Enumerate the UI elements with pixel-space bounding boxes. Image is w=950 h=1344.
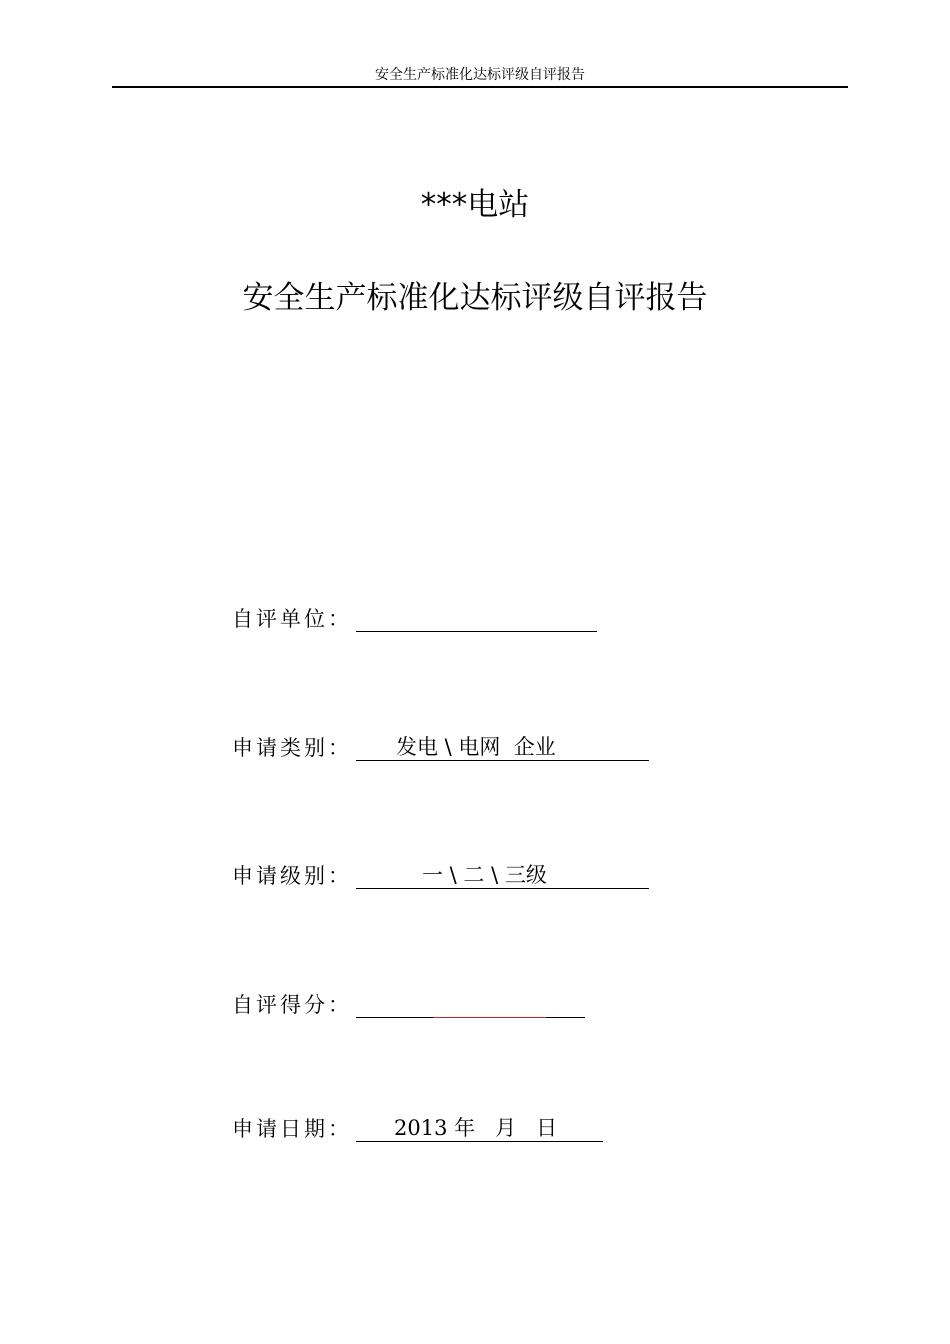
running-header: 安全生产标准化达标评级自评报告 bbox=[375, 67, 585, 83]
field-self-evaluation-unit bbox=[232, 604, 612, 634]
field-application-date bbox=[232, 1114, 632, 1144]
field-label-score: 自评得分： bbox=[232, 993, 352, 1017]
field-application-category bbox=[232, 733, 662, 763]
underline-score-highlight bbox=[433, 1017, 546, 1018]
field-label-date: 申请日期： bbox=[232, 1117, 352, 1141]
document-title: ***电站 bbox=[420, 187, 530, 223]
header-rule bbox=[112, 86, 848, 88]
field-label-category: 申请类别： bbox=[232, 736, 352, 760]
underline-category bbox=[356, 760, 649, 761]
field-application-level bbox=[232, 861, 662, 891]
field-label-unit: 自评单位： bbox=[232, 607, 352, 631]
document-subtitle: 安全生产标准化达标评级自评报告 bbox=[242, 280, 708, 316]
field-value-level[interactable]: 一 \ 二 \ 三级 bbox=[422, 863, 547, 887]
field-value-date[interactable]: 2013 年 月 日 bbox=[394, 1116, 558, 1140]
field-label-level: 申请级别： bbox=[232, 864, 352, 888]
field-value-category[interactable]: 发电 \ 电网 企业 bbox=[396, 735, 556, 759]
underline-date bbox=[356, 1141, 603, 1142]
underline-unit bbox=[356, 631, 597, 632]
field-self-evaluation-score bbox=[232, 990, 612, 1020]
underline-level bbox=[356, 888, 649, 889]
